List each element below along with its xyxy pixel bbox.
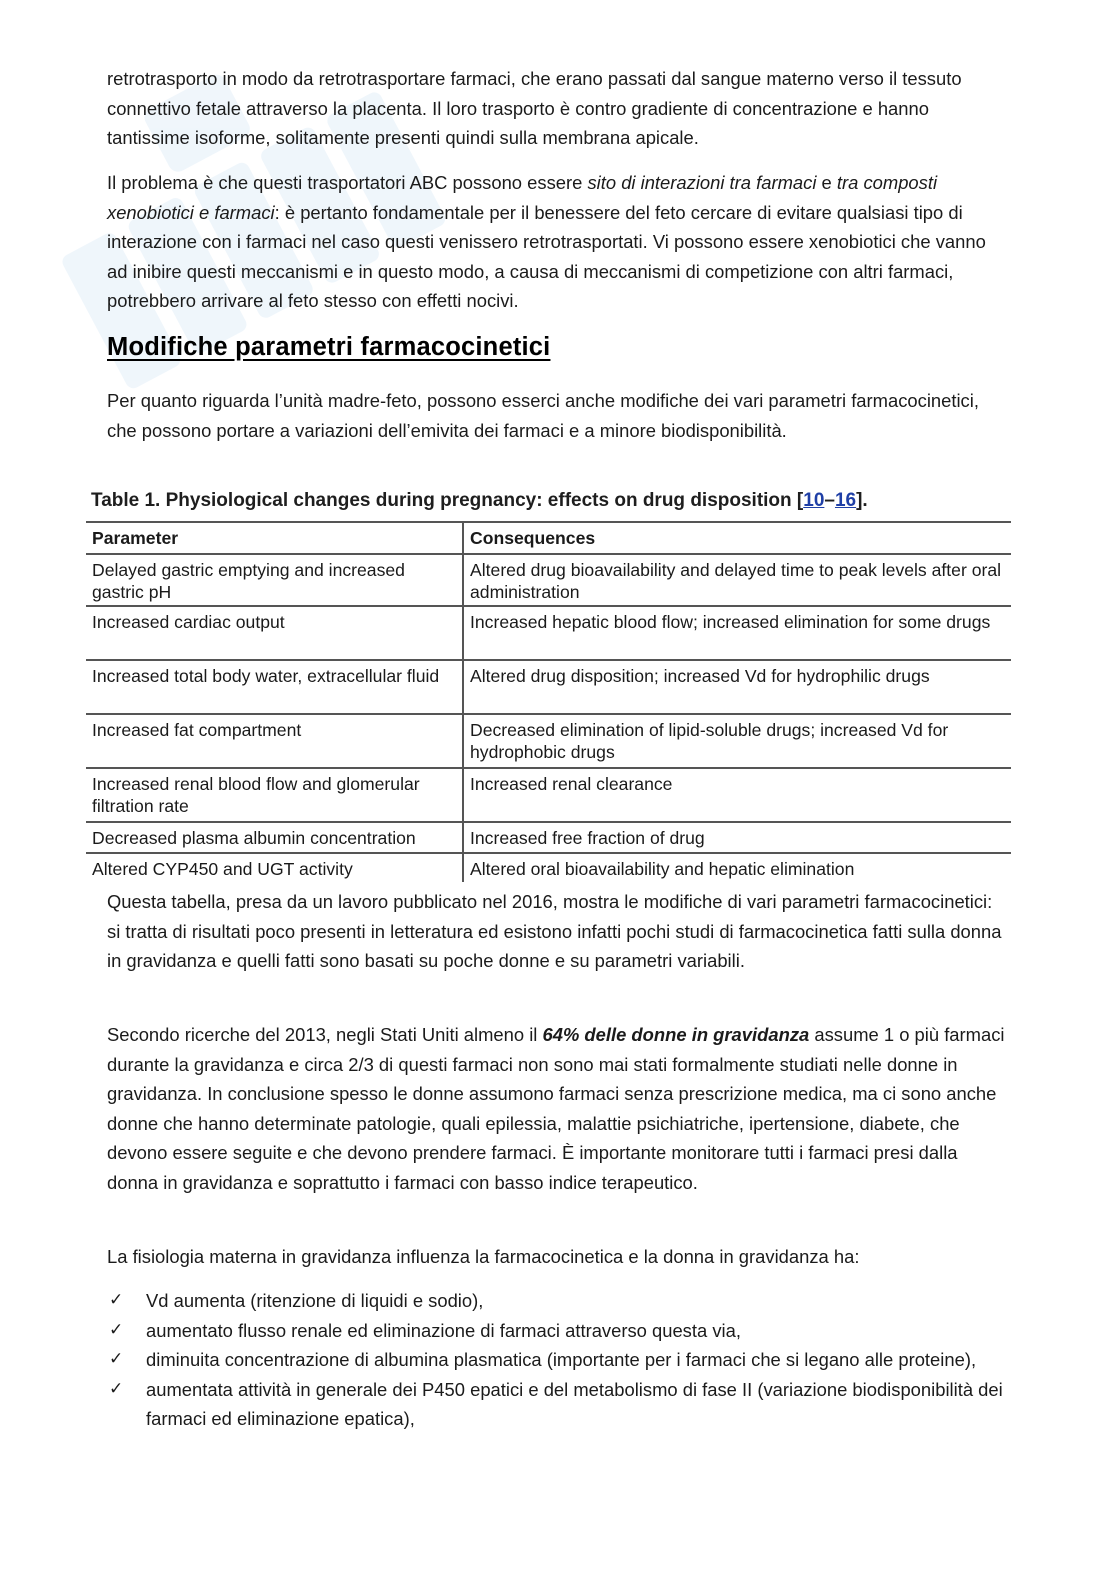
list-item-text: aumentata attività in generale dei P450 epatici e del metabolismo di fase II (variazione biodisponibilità dei farmaci ed eliminazione epatica), bbox=[146, 1378, 1003, 1430]
column-header-consequences: Consequences bbox=[470, 528, 596, 548]
problem-emphasis-2: tra composti xenobiotici e farmaci bbox=[107, 172, 938, 223]
research-rest: assume 1 o più farmaci durante la gravidanza e circa 2/3 di questi farmaci non sono mai stati formalmente studiati nelle donne in gravidanza. In conclusione spesso le donne assumono farmaci senza prescrizione medica, ma ci sono anche donne che hanno determinate patologie, quali epilessia, malattie psichiatriche, ipertensione, diabete, che devono essere seguite e che devono prendere farmaci. È importante monitorare tutti i farmaci presi dalla donna in gravidanza e soprattutto i farmaci con basso indice terapeutico. bbox=[107, 1024, 1005, 1193]
consequence-cell: Altered drug bioavailability and delayed time to peak levels after oral administration bbox=[470, 560, 1002, 602]
problem-mid: e bbox=[816, 172, 837, 193]
reference-link-10[interactable]: 10 bbox=[803, 490, 825, 511]
section-heading: Modifiche parametri farmacocinetici bbox=[107, 333, 551, 361]
table-row bbox=[86, 768, 1011, 822]
physiology-intro-paragraph: La fisiologia materna in gravidanza influenza la farmacocinetica e la donna in gravidanza ha: bbox=[107, 1246, 860, 1267]
checkmark-icon: ✓ bbox=[109, 1290, 124, 1310]
parameter-cell: Increased cardiac output bbox=[86, 606, 463, 660]
list-item-text: diminuita concentrazione di albumina plasmatica (importante per i farmaci che si legano alle proteine), bbox=[146, 1349, 977, 1371]
parameter-cell: Altered CYP450 and UGT activity bbox=[86, 853, 463, 882]
list-item bbox=[107, 1286, 1007, 1316]
table-row bbox=[86, 660, 1011, 714]
caption-prefix: Table 1. Physiological changes during pregnancy: effects on drug disposition [ bbox=[91, 490, 804, 511]
problem-paragraph bbox=[107, 168, 1007, 316]
list-item-text: Vd aumenta (ritenzione di liquidi e sodio), bbox=[146, 1290, 484, 1311]
consequence-cell: Increased free fraction of drug bbox=[470, 828, 705, 848]
consequence-cell: Altered drug disposition; increased Vd for hydrophilic drugs bbox=[470, 666, 930, 686]
pregnancy-changes-table bbox=[86, 521, 1011, 882]
table-row bbox=[86, 853, 1011, 882]
reference-link-16[interactable]: 16 bbox=[834, 490, 857, 511]
intro-paragraph: retrotrasporto in modo da retrotrasportare farmaci, che erano passati dal sangue materno verso il tessuto connettivo fetale attraverso la placenta. Il loro trasporto è contro gradiente di concentrazione e hanno tantissime isoforme, solitamente presenti quindi sulla membrana apicale. bbox=[107, 68, 962, 149]
table-row bbox=[86, 714, 1011, 768]
research-emphasis: 64% delle donne in gravidanza bbox=[542, 1024, 810, 1045]
section-intro-paragraph: Per quanto riguarda l’unità madre-feto, possono esserci anche modifiche dei vari parametri farmacocinetici, che possono portare a variazioni dell’emivita dei farmaci e a minore biodisponibilità. bbox=[107, 390, 979, 441]
consequence-cell: Increased renal clearance bbox=[470, 774, 673, 794]
research-paragraph bbox=[107, 1020, 1007, 1198]
caption-ref-separator: – bbox=[824, 490, 835, 511]
consequence-cell: Altered oral bioavailability and hepatic elimination bbox=[470, 859, 855, 879]
parameter-cell: Delayed gastric emptying and increased gastric pH bbox=[86, 554, 463, 606]
table-caption bbox=[91, 490, 868, 512]
physiology-checklist bbox=[107, 1286, 1007, 1434]
problem-rest: : è pertanto fondamentale per il benessere del feto cercare di evitare qualsiasi tipo di interazione con i farmaci nel caso questi venissero retrotrasportati. Vi possono essere xenobiotici che vanno ad inibire questi meccanismi e in questo modo, a causa di meccanismi di competizione con altri farmaci, potrebbero arrivare al feto stesso con effetti nocivi. bbox=[107, 201, 986, 312]
research-lead: Secondo ricerche del 2013, negli Stati Uniti almeno il bbox=[107, 1024, 543, 1045]
table-row bbox=[86, 606, 1011, 660]
list-item bbox=[107, 1316, 1007, 1346]
list-item-text: aumentato flusso renale ed eliminazione di farmaci attraverso questa via, bbox=[146, 1319, 741, 1341]
table-header-row bbox=[86, 522, 1011, 554]
problem-emphasis-1: sito di interazioni tra farmaci bbox=[587, 172, 817, 193]
checkmark-icon: ✓ bbox=[109, 1378, 124, 1399]
table-row bbox=[86, 822, 1011, 853]
parameter-cell: Increased total body water, extracellular fluid bbox=[86, 660, 463, 714]
parameter-cell: Decreased plasma albumin concentration bbox=[86, 822, 463, 853]
table-row bbox=[86, 554, 1011, 606]
problem-lead: Il problema è che questi trasportatori ABC possono essere bbox=[107, 172, 588, 193]
column-header-parameter: Parameter bbox=[86, 522, 463, 554]
caption-suffix: ]. bbox=[856, 490, 868, 511]
consequence-cell: Increased hepatic blood flow; increased elimination for some drugs bbox=[470, 612, 991, 632]
table-commentary-paragraph: Questa tabella, presa da un lavoro pubblicato nel 2016, mostra le modifiche di vari parametri farmacocinetici: si tratta di risultati poco presenti in letteratura ed esistono infatti pochi studi di farmacocinetica fatti sulla donna in gravidanza e quelli fatti sono basati su poche donne e su parametri variabili. bbox=[107, 891, 1002, 972]
consequence-cell: Decreased elimination of lipid-soluble drugs; increased Vd for hydrophobic drugs bbox=[470, 720, 949, 762]
checkmark-icon: ✓ bbox=[109, 1319, 124, 1340]
list-item bbox=[107, 1375, 1007, 1434]
list-item bbox=[107, 1345, 1007, 1375]
checkmark-icon: ✓ bbox=[109, 1349, 124, 1370]
parameter-cell: Increased renal blood flow and glomerular filtration rate bbox=[86, 768, 463, 822]
parameter-cell: Increased fat compartment bbox=[86, 714, 463, 768]
